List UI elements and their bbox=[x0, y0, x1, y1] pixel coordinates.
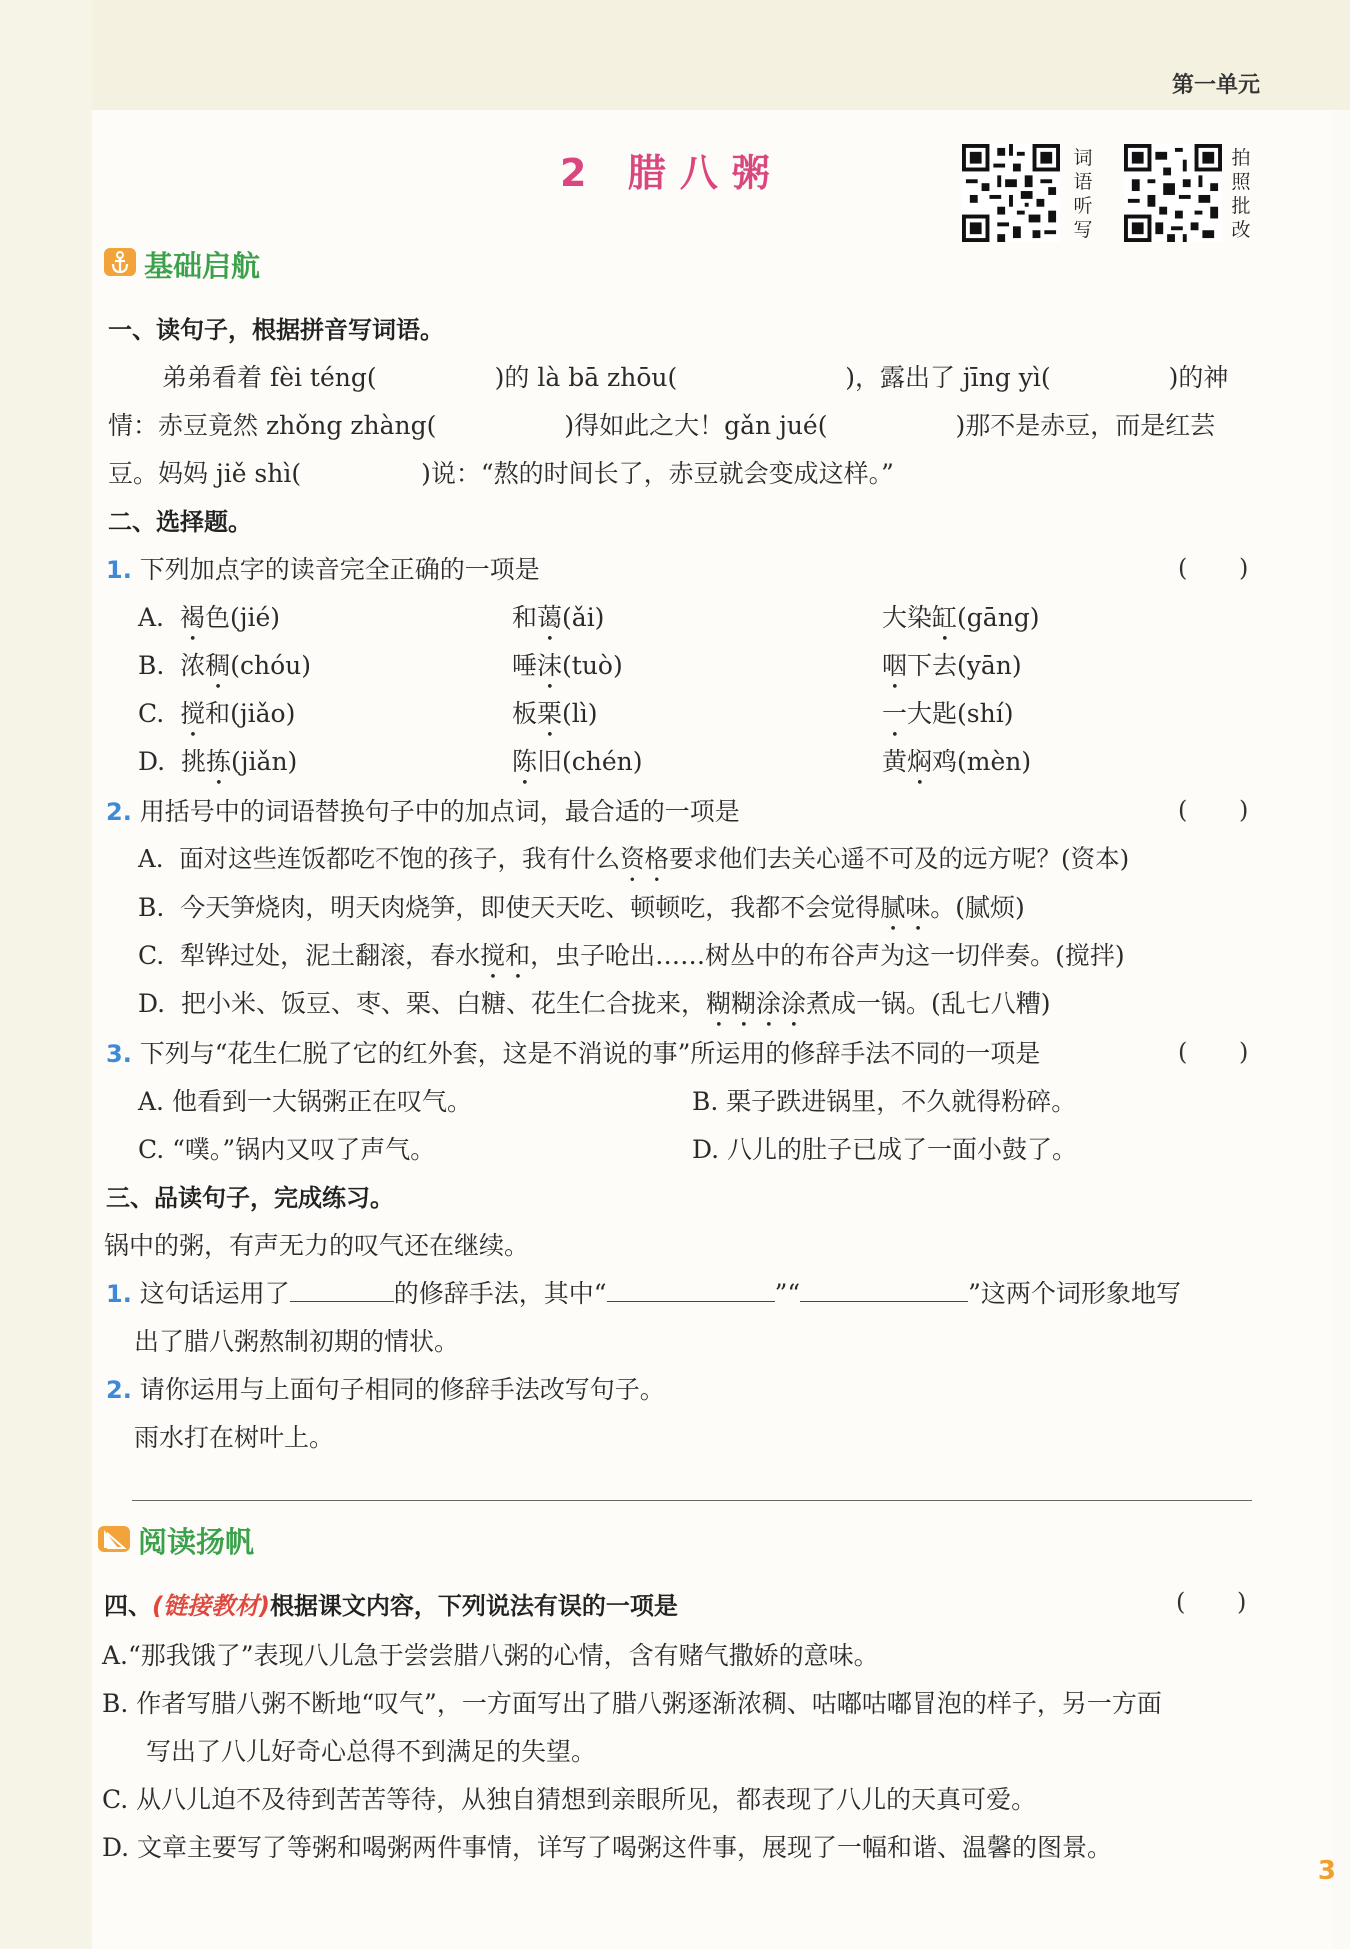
q4-option-a[interactable]: A.“那我饿了”表现八儿急于尝尝腊八粥的心情，含有赌气撒娇的意味。 bbox=[102, 1641, 879, 1670]
q1-l1-c: )，露出了 jīng yì( bbox=[845, 363, 1051, 392]
opt-text: (lì) bbox=[562, 699, 598, 728]
qr-label-photo-grading: 拍照批改 bbox=[1231, 147, 1251, 241]
option-letter: C. bbox=[138, 699, 165, 728]
opt-text: 犁铧过处，泥土翻滚，春水 bbox=[180, 941, 481, 970]
opt-text: 挑 bbox=[181, 747, 207, 776]
opt-text: (chóu) bbox=[230, 651, 312, 680]
q1-line-2 bbox=[108, 406, 1215, 442]
dotted-word: 糊糊涂涂 bbox=[706, 989, 807, 1018]
q2-1-option-a-3 bbox=[882, 598, 1040, 647]
opt-text: 色(jié) bbox=[204, 603, 280, 632]
dotted-word: 搅和 bbox=[480, 941, 531, 970]
q4-heading bbox=[104, 1586, 678, 1621]
q2-1-option-d[interactable] bbox=[138, 742, 297, 791]
opt-text: 和 bbox=[512, 603, 538, 632]
q2-1-option-c-3 bbox=[882, 694, 1013, 743]
fill-blank-word-2[interactable] bbox=[800, 1279, 968, 1302]
q2-2-answer-box[interactable]: ( ) bbox=[1178, 796, 1271, 824]
q3-1-number: 1. bbox=[106, 1280, 132, 1308]
q2-1-option-b-2 bbox=[512, 646, 623, 695]
q1-l1-b: )的 là bā zhōu( bbox=[494, 363, 678, 392]
q2-1-option-d-2 bbox=[512, 742, 643, 791]
opt-text: 下去(yān) bbox=[907, 651, 1022, 680]
lesson-title bbox=[560, 142, 784, 197]
q4-option-b-line-1[interactable]: B. 作者写腊八粥不断地“叹气”，一方面写出了腊八粥逐渐浓稠、咕嘟咕嘟冒泡的样子，另一方面 bbox=[102, 1689, 1162, 1718]
q1-l1-d: )的神 bbox=[1168, 363, 1229, 392]
q1-heading: 一、读句子，根据拼音写词语。 bbox=[108, 316, 444, 344]
q2-1-option-a[interactable] bbox=[138, 598, 280, 647]
dotted-char: 焖 bbox=[907, 747, 933, 776]
q3-1-line-1 bbox=[106, 1274, 1181, 1310]
q1-l2-c: )那不是赤豆，而是红芸 bbox=[955, 411, 1216, 440]
opt-text: 黄 bbox=[882, 747, 908, 776]
opt-text: 浓 bbox=[180, 651, 206, 680]
q2-1-option-d-3 bbox=[882, 742, 1031, 791]
opt-text: 煮成一锅。(乱七八糟) bbox=[806, 989, 1051, 1018]
option-letter: B. bbox=[138, 651, 165, 680]
dotted-char: 沫 bbox=[537, 651, 563, 680]
q4-option-b-line-2: 写出了八儿好奇心总得不到满足的失望。 bbox=[146, 1737, 597, 1766]
q2-2-number: 2. bbox=[106, 798, 132, 826]
unit-label: 第一单元 bbox=[1171, 73, 1260, 98]
q2-3-option-c[interactable]: C. “噗。”锅内又叹了声气。 bbox=[138, 1135, 436, 1164]
q4-option-c[interactable]: C. 从八儿迫不及待到苦苦等待，从独自猜想到亲眼所见，都表现了八儿的天真可爱。 bbox=[102, 1785, 1037, 1814]
dotted-char: 稠 bbox=[205, 651, 231, 680]
q3-2-given-sentence: 雨水打在树叶上。 bbox=[134, 1423, 335, 1452]
q2-1-text: 下列加点字的读音完全正确的一项是 bbox=[139, 555, 540, 584]
qr-code-photo-grading[interactable] bbox=[1124, 144, 1222, 242]
q2-3-option-b[interactable]: B. 栗子跌进锅里，不久就得粉碎。 bbox=[692, 1087, 1077, 1116]
dotted-char: 拣 bbox=[206, 747, 232, 776]
q2-3-option-d[interactable]: D. 八儿的肚子已成了一面小鼓了。 bbox=[692, 1135, 1078, 1164]
q1-line-1 bbox=[162, 358, 1228, 394]
q1-l2-b: )得如此之大！gǎn jué( bbox=[564, 411, 828, 440]
q2-1-option-c[interactable] bbox=[138, 694, 295, 743]
option-letter: C. bbox=[138, 941, 165, 970]
dotted-char: 褐 bbox=[179, 603, 205, 632]
opt-text: 唾 bbox=[512, 651, 538, 680]
q1-l3-a: 豆。妈妈 jiě shì( bbox=[108, 459, 302, 488]
opt-text: 把小米、饭豆、枣、栗、白糖、花生仁合拢来， bbox=[181, 989, 707, 1018]
q2-1-answer-box[interactable]: ( ) bbox=[1178, 554, 1271, 582]
q2-3-option-a[interactable]: A. 他看到一大锅粥正在叹气。 bbox=[138, 1087, 472, 1116]
q2-2-option-d[interactable] bbox=[138, 984, 1051, 1033]
binding-margin bbox=[0, 0, 92, 1949]
q3-1-a: 这句话运用了 bbox=[139, 1279, 290, 1308]
q3-2-text: 请你运用与上面句子相同的修辞手法改写句子。 bbox=[139, 1375, 665, 1404]
q2-1-option-a-2 bbox=[512, 598, 604, 647]
opt-text: 。(腻烦) bbox=[930, 893, 1025, 922]
option-letter: D. bbox=[138, 989, 166, 1018]
opt-text: 板 bbox=[512, 699, 538, 728]
sail-icon bbox=[98, 1522, 134, 1554]
q2-1-option-b[interactable] bbox=[138, 646, 311, 695]
dotted-word: 资格 bbox=[620, 844, 670, 873]
q1-l1-a: 弟弟看着 fèi téng( bbox=[162, 363, 377, 392]
opt-text: (gāng) bbox=[957, 603, 1040, 632]
q3-2-answer-line[interactable] bbox=[132, 1500, 1252, 1501]
dotted-char: 一 bbox=[882, 699, 908, 728]
opt-text: 要求他们去关心遥不可及的远方呢？(资本) bbox=[669, 844, 1130, 873]
page-number: 3 bbox=[1317, 1856, 1336, 1886]
opt-text: 大染 bbox=[882, 603, 933, 632]
q2-2-option-c[interactable] bbox=[138, 936, 1125, 985]
q2-2-text: 用括号中的词语替换句子中的加点词，最合适的一项是 bbox=[139, 797, 740, 826]
section-title-reading: 阅读扬帆 bbox=[138, 1525, 255, 1559]
q4-answer-box[interactable]: ( ) bbox=[1176, 1588, 1269, 1616]
opt-text: (ǎi) bbox=[562, 603, 605, 632]
option-letter: D. bbox=[138, 747, 166, 776]
opt-text: ，虫子呛出……树丛中的布谷声为这一切伴奏。(搅拌) bbox=[530, 941, 1125, 970]
q2-heading: 二、选择题。 bbox=[108, 508, 252, 536]
q2-1-number: 1. bbox=[106, 556, 132, 584]
opt-text: (tuò) bbox=[562, 651, 623, 680]
opt-text: 和(jiǎo) bbox=[205, 699, 296, 728]
dotted-char: 缸 bbox=[932, 603, 958, 632]
q1-l3-b: )说：“熬的时间长了，赤豆就会变成这样。” bbox=[421, 459, 894, 488]
dotted-char: 栗 bbox=[537, 699, 563, 728]
q4-option-d[interactable]: D. 文章主要写了等粥和喝粥两件事情，详写了喝粥这件事，展现了一幅和谐、温馨的图景。 bbox=[102, 1833, 1113, 1862]
qr-code-dictation[interactable] bbox=[962, 144, 1060, 242]
opt-text: 旧(chén) bbox=[537, 747, 643, 776]
dotted-char: 蔼 bbox=[537, 603, 563, 632]
opt-text: 鸡(mèn) bbox=[932, 747, 1032, 776]
q4-stem: 根据课文内容，下列说法有误的一项是 bbox=[269, 1592, 678, 1620]
q3-1-c: ”“ bbox=[774, 1279, 801, 1308]
opt-text: 今天笋烧肉，明天肉烧笋，即使天天吃、顿顿吃，我都不会觉得 bbox=[180, 893, 881, 922]
qr-label-dictation: 词语听写 bbox=[1073, 147, 1093, 241]
opt-text: (jiǎn) bbox=[231, 747, 298, 776]
option-letter: B. bbox=[138, 893, 165, 922]
lesson-number: 2 bbox=[560, 151, 601, 195]
option-letter: A. bbox=[138, 844, 164, 873]
option-letter: A. bbox=[138, 603, 165, 632]
dotted-char: 搅 bbox=[180, 699, 206, 728]
q2-2-option-b[interactable] bbox=[138, 888, 1025, 937]
q2-3-stem bbox=[106, 1034, 1040, 1070]
q2-3-answer-box[interactable]: ( ) bbox=[1178, 1038, 1271, 1066]
q2-2-stem bbox=[106, 792, 740, 828]
section-title-basics: 基础启航 bbox=[144, 249, 261, 283]
lesson-name: 腊八粥 bbox=[627, 151, 784, 195]
header-band bbox=[0, 0, 1350, 110]
dotted-char: 陈 bbox=[512, 747, 538, 776]
q2-1-stem bbox=[106, 550, 540, 586]
q2-1-option-c-2 bbox=[512, 694, 598, 743]
anchor-icon bbox=[104, 246, 140, 278]
q2-1-option-b-3 bbox=[882, 646, 1022, 695]
q2-2-option-a[interactable] bbox=[138, 840, 1129, 887]
q3-1-b: 的修辞手法，其中“ bbox=[393, 1279, 607, 1308]
q1-line-3 bbox=[108, 454, 894, 490]
opt-text: 面对这些连饭都吃不饱的孩子，我有什么 bbox=[179, 844, 621, 873]
opt-text: 大匙(shí) bbox=[907, 699, 1014, 728]
link-textbook-tag: (链接教材) bbox=[152, 1592, 270, 1620]
q3-2-line bbox=[106, 1370, 665, 1406]
q4-number: 四、 bbox=[104, 1592, 152, 1620]
q2-3-number: 3. bbox=[106, 1040, 132, 1068]
q3-1-d: ”这两个词形象地写 bbox=[968, 1279, 1181, 1308]
q2-3-text: 下列与“花生仁脱了它的红外套，这是不消说的事”所运用的修辞手法不同的一项是 bbox=[139, 1039, 1041, 1068]
q3-2-number: 2. bbox=[106, 1376, 132, 1404]
dotted-char: 咽 bbox=[882, 651, 908, 680]
q3-quote: 锅中的粥，有声无力的叹气还在继续。 bbox=[104, 1231, 530, 1260]
fill-blank-rhetoric[interactable] bbox=[290, 1279, 394, 1302]
dotted-word: 腻味 bbox=[880, 893, 931, 922]
q1-l2-a: 情：赤豆竟然 zhǒng zhàng( bbox=[108, 411, 437, 440]
q3-heading: 三、品读句子，完成练习。 bbox=[106, 1184, 394, 1212]
fill-blank-word-1[interactable] bbox=[607, 1279, 775, 1302]
q3-1-line-2: 出了腊八粥熬制初期的情状。 bbox=[134, 1327, 460, 1356]
